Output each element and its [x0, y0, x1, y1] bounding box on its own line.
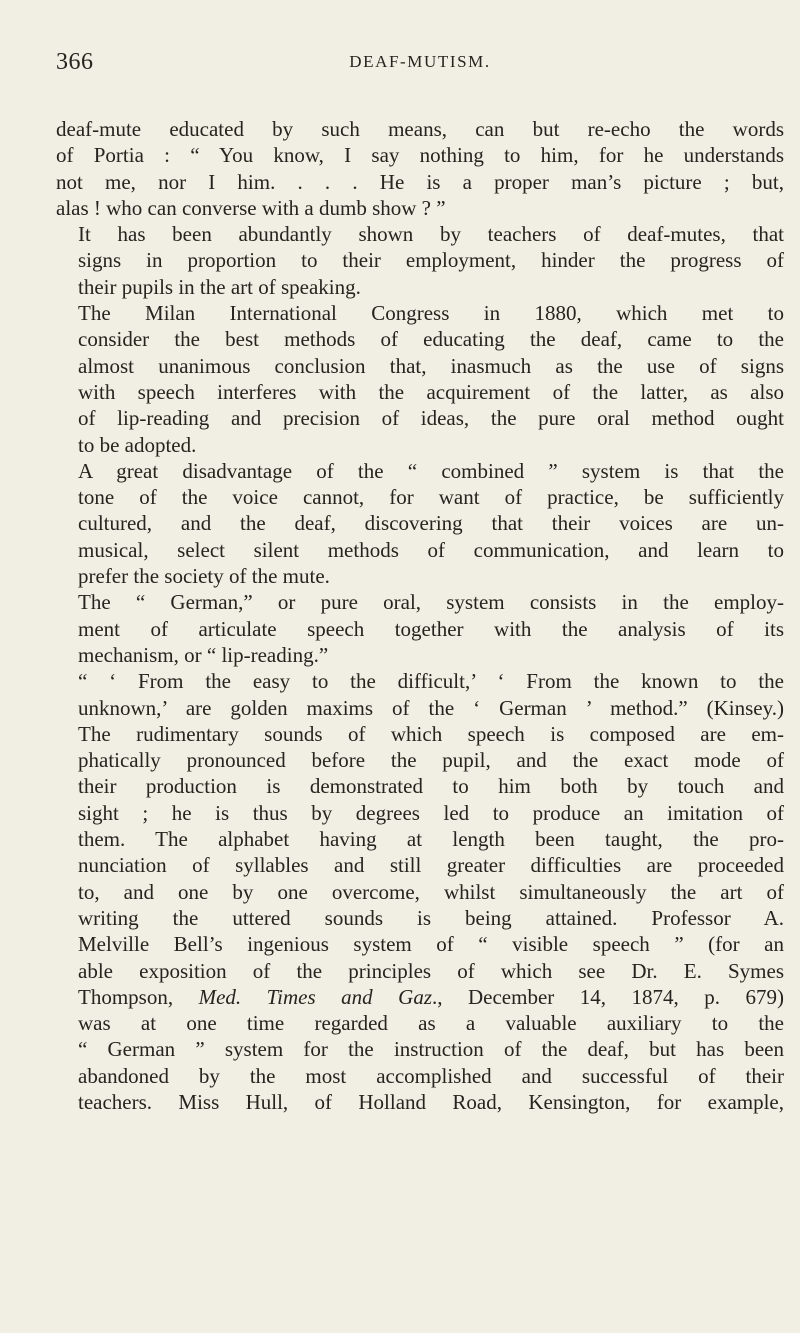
text-line: cultured, and the deaf, discovering that their voices are un- [78, 511, 784, 536]
text-line: with speech interferes with the acquirement of the latter, as also [78, 379, 784, 404]
text-line: “ German ” system for the instruction of the deaf, but has been [78, 1037, 784, 1062]
text-line: “ ‘ From the easy to the difficult,’ ‘ From the known to the [78, 669, 784, 694]
paragraph [56, 589, 784, 668]
text-line: mechanism, or “ lip-reading.” [78, 642, 329, 667]
text-line: ment of articulate speech together with the analysis of its [78, 616, 784, 641]
text-line: The rudimentary sounds of which speech is composed are em- [78, 721, 784, 746]
running-head [56, 22, 784, 74]
text-line: unknown,’ are golden maxims of the ‘ German ’ method.” (Kinsey.) [78, 695, 784, 720]
paragraph [56, 221, 784, 300]
text-line: of Portia : “ You know, I say nothing to him, for he understands [56, 143, 784, 168]
journal-title: Med. Times and Gaz [198, 984, 432, 1009]
text-line: nunciation of syllables and still greater difficulties are proceeded [78, 853, 784, 878]
text-line: sight ; he is thus by degrees led to produce an imitation of [78, 800, 784, 825]
text-line: was at one time regarded as a valuable auxiliary to the [78, 1011, 784, 1036]
page-number: 366 [56, 49, 94, 75]
text-line: consider the best methods of educating the deaf, came to the [78, 327, 784, 352]
text-line: able exposition of the principles of which see Dr. E. Symes [78, 958, 784, 983]
text-line: prefer the society of the mute. [78, 564, 330, 589]
text-line: tone of the voice cannot, for want of practice, be sufficiently [78, 485, 784, 510]
text-line: of lip-reading and precision of ideas, the pure oral method ought [78, 406, 784, 431]
text-line: The Milan International Congress in 1880, which met to [78, 301, 784, 326]
text-line: to be adopted. [78, 432, 197, 457]
text-line: abandoned by the most accomplished and successful of their [78, 1063, 784, 1088]
text-line: their pupils in the art of speaking. [78, 274, 361, 299]
text-line: signs in proportion to their employment, hinder the progress of [78, 248, 784, 273]
text-line: alas ! who can converse with a dumb show ? ” [56, 195, 446, 220]
text-line: deaf-mute educated by such means, can but re-echo the words [56, 117, 784, 141]
text-line: to, and one by one overcome, whilst simultaneously the art of [78, 879, 784, 904]
text-line: The “ German,” or pure oral, system consists in the employ- [78, 590, 784, 615]
paragraph [56, 116, 784, 221]
paragraph [56, 668, 784, 1115]
paragraph [56, 458, 784, 589]
text-line: teachers. Miss Hull, of Holland Road, Kensington, for example, [78, 1089, 784, 1114]
text-line-citation: Thompson, Med. Times and Gaz., December 14, 1874, p. 679) [78, 984, 784, 1009]
text-line: Melville Bell’s ingenious system of “ visible speech ” (for an [78, 932, 784, 957]
text-line: them. The alphabet having at length been taught, the pro- [78, 827, 784, 852]
body-text [56, 116, 784, 1115]
running-title: DEAF-MUTISM. [349, 52, 491, 71]
text-line: writing the uttered sounds is being attained. Professor A. [78, 905, 784, 930]
text-line: phatically pronounced before the pupil, and the exact mode of [78, 748, 784, 773]
text-line: almost unanimous conclusion that, inasmuch as the use of signs [78, 353, 784, 378]
book-page [56, 22, 784, 1115]
text-line: musical, select silent methods of communication, and learn to [78, 537, 784, 562]
text-line: It has been abundantly shown by teachers of deaf-mutes, that [78, 222, 784, 247]
text-line: their production is demonstrated to him both by touch and [78, 774, 784, 799]
text-line: not me, nor I him. . . . He is a proper man’s picture ; but, [56, 169, 784, 194]
text-line: A great disadvantage of the “ combined ” system is that the [78, 458, 784, 483]
paragraph [56, 300, 784, 458]
